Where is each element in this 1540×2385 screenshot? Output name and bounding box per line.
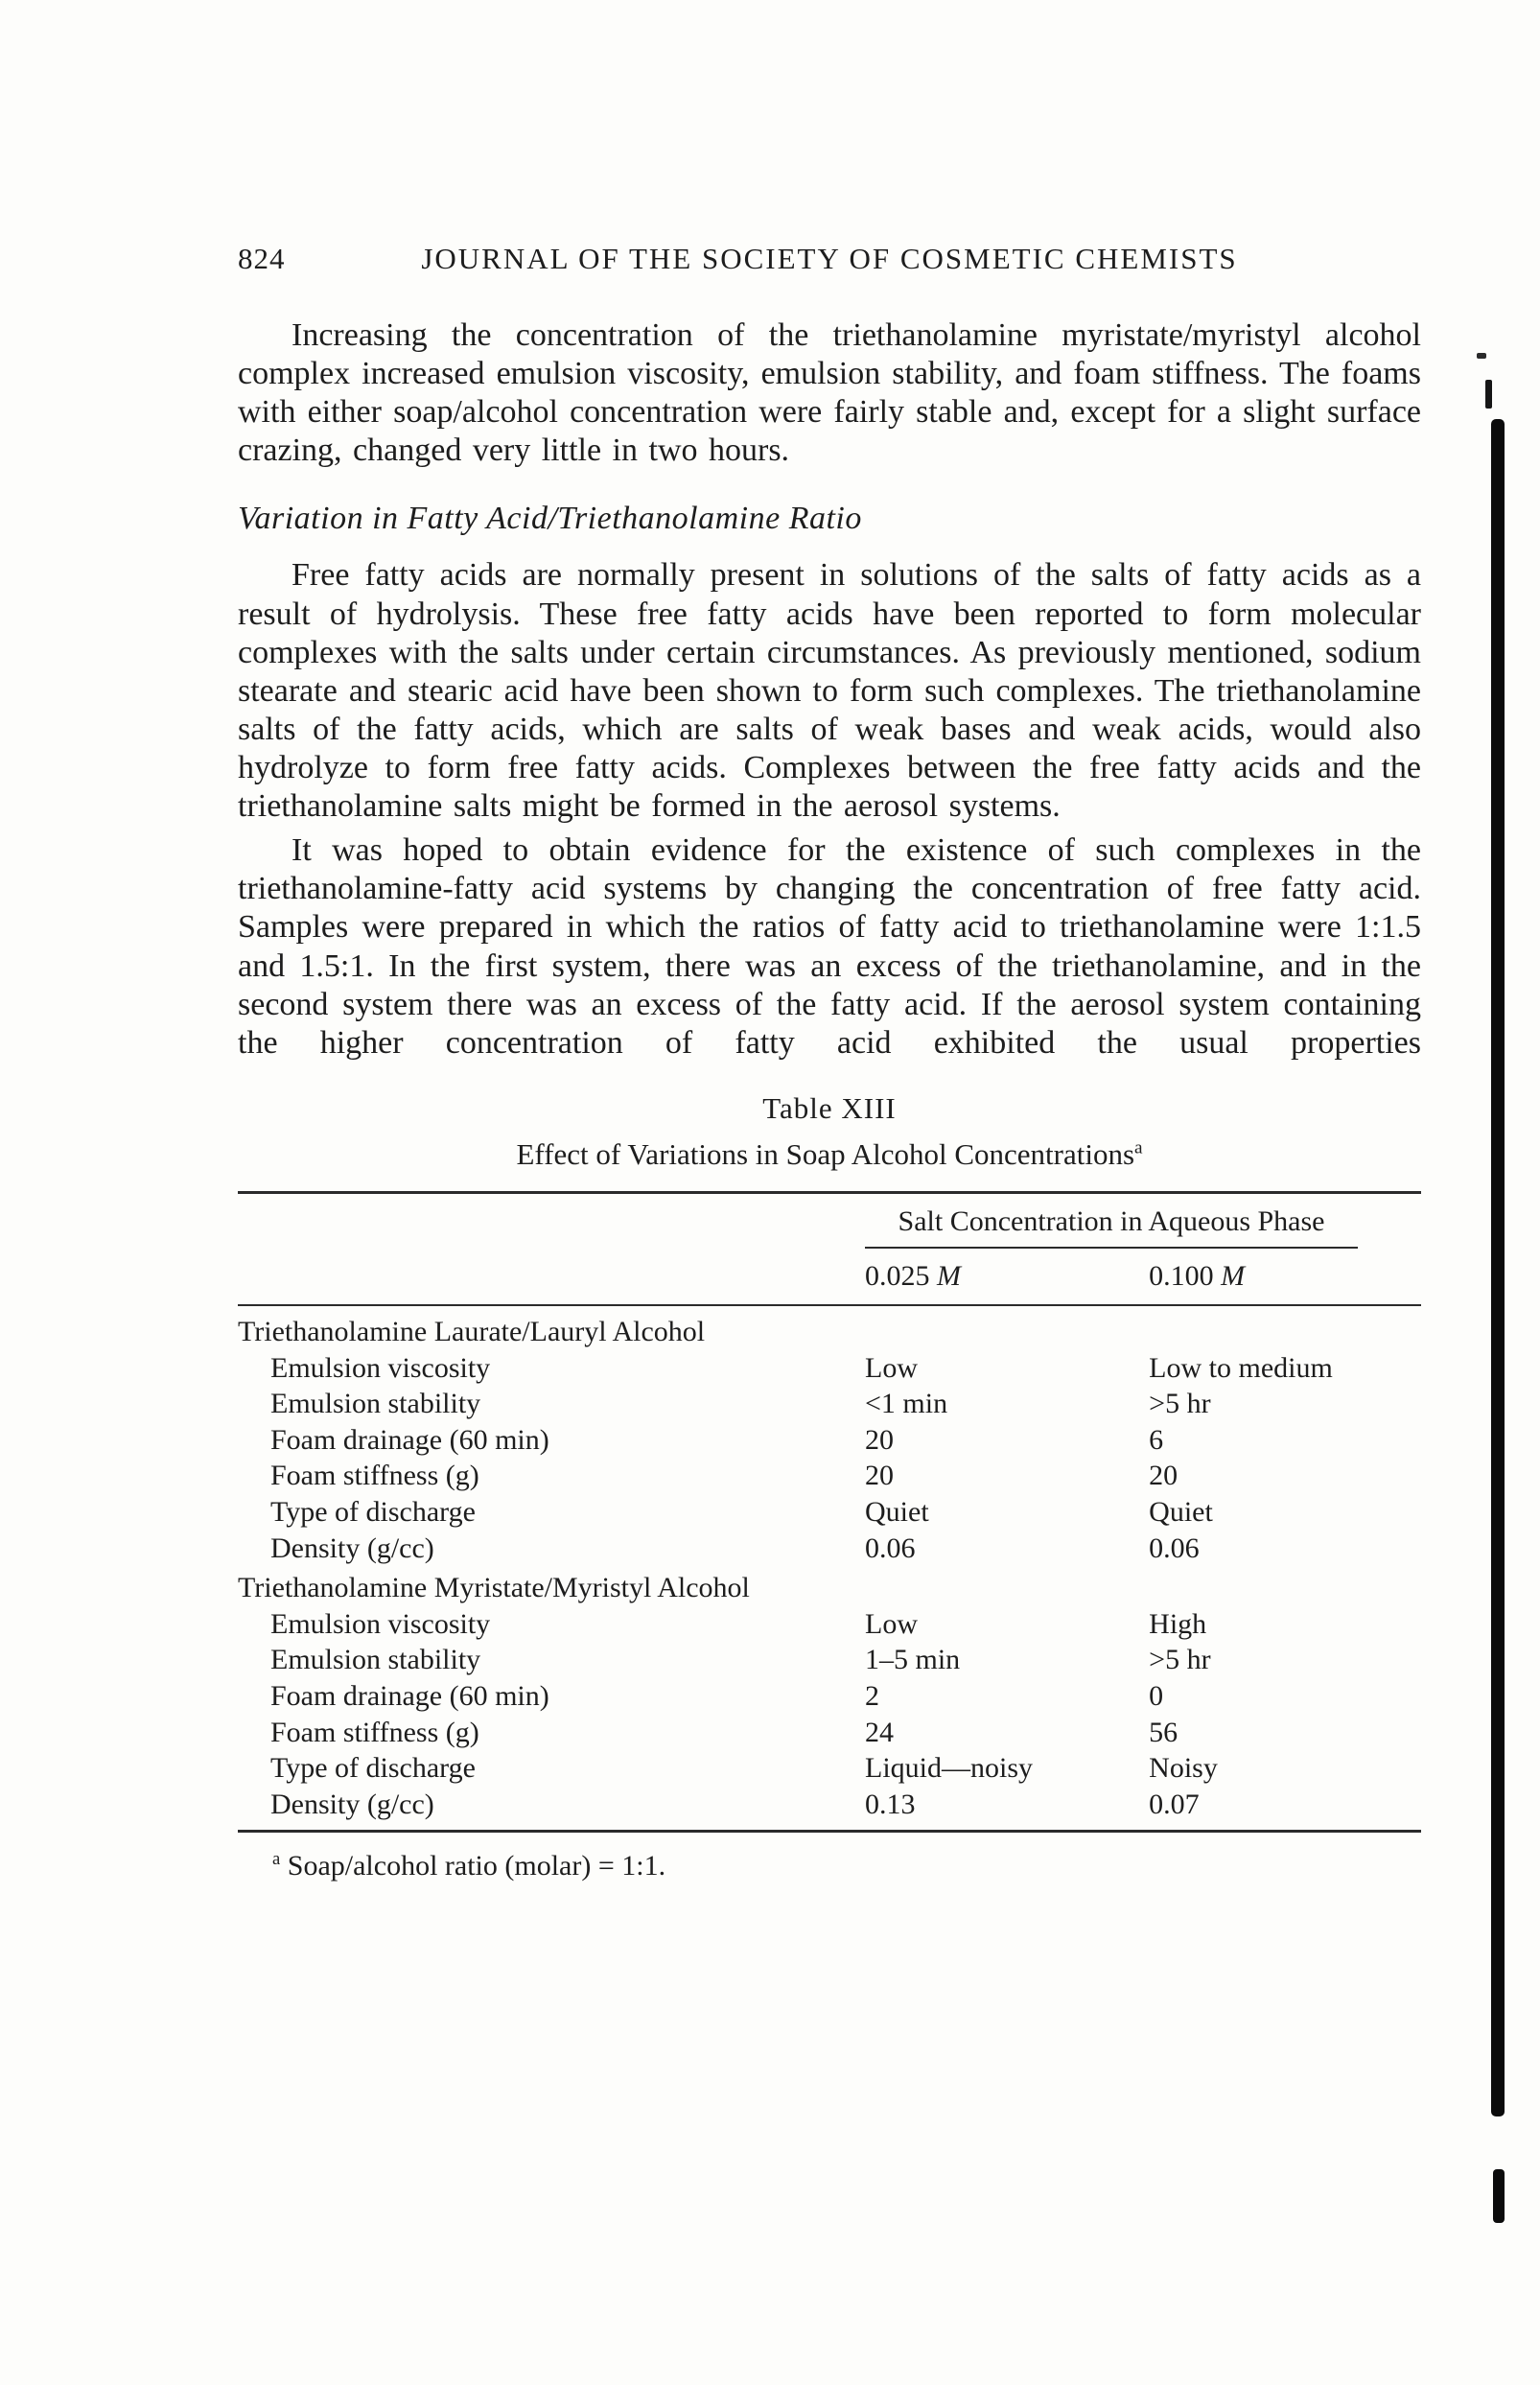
table-footnote [238,1850,1421,1882]
table-row [238,1494,1421,1531]
row-label: Emulsion stability [270,1388,481,1420]
column-header-1 [865,1249,1149,1305]
spanner-row [238,1192,1421,1249]
cell-value: 0.06 [865,1532,916,1564]
row-label: Density (g/cc) [270,1788,434,1820]
cell-value: 2 [865,1679,880,1712]
table-row [238,1750,1421,1787]
table-row [238,1531,1421,1567]
cell-value: 20 [865,1423,895,1456]
stub-cell [238,1192,865,1249]
column-header-2 [1149,1249,1421,1305]
row-label: Emulsion stability [270,1644,481,1676]
row-label: Type of discharge [270,1752,476,1785]
cell-value: >5 hr [1149,1644,1211,1676]
table-subtitle [238,1137,1421,1172]
row-label: Type of discharge [270,1496,476,1529]
table-title: Table XIII [762,1090,897,1125]
row-label: Foam drainage (60 min) [270,1423,549,1456]
cell-value: Noisy [1149,1752,1218,1785]
column-header-row [238,1249,1421,1305]
table-row [238,1350,1421,1387]
cell-value: 56 [1149,1716,1178,1748]
scan-artifact-bar [1491,419,1505,2116]
cell-value: Liquid—noisy [865,1752,1034,1785]
cell-value: 0.07 [1149,1788,1200,1820]
cell-value: 24 [865,1716,895,1748]
scan-artifact-bar-bottom [1493,2169,1505,2223]
row-label: Emulsion viscosity [270,1351,491,1384]
table-row [238,1787,1421,1832]
footnote-marker: a [1134,1137,1143,1158]
paragraph-1: Increasing the concentration of the triethanolamine myristate/myristyl alcohol complex increased emulsion viscosity, emulsion stability, and foam stiffness. The foams with either soap/alcohol concentration were fairly stable and, except for a slight surface crazing, changed very little in two hours. [238,317,1421,469]
table-row [238,1458,1421,1494]
spanner-cell [865,1192,1421,1249]
cell-value: Quiet [865,1496,929,1529]
scan-artifact-tick [1485,380,1492,409]
section-heading: Variation in Fatty Acid/Triethanolamine Ratio [238,501,862,537]
table-row [238,1386,1421,1422]
cell-value: <1 min [865,1388,948,1420]
cell-value: 1–5 min [865,1644,961,1676]
table-row [238,1606,1421,1643]
group-header-laurate: Triethanolamine Laurate/Lauryl Alcohol [238,1316,706,1348]
group-header-row [238,1566,1421,1606]
concentration-value: 0.100 [1149,1260,1214,1293]
page-content [238,242,1421,1882]
molar-unit: M [1221,1260,1246,1293]
journal-title: JOURNAL OF THE SOCIETY OF COSMETIC CHEMISTS [421,242,1238,275]
concentration-table [238,1191,1421,1834]
row-label: Emulsion viscosity [270,1607,491,1640]
paragraph-3: It was hoped to obtain evidence for the existence of such complexes in the triethanolamine-fatty acid systems by changing the concentration of free fatty acid. Samples were prepared in which the ratios of fatty acid to triethanolamine were 1:1.5 and 1.5:1. In the first system, there was an excess of the triethanolamine, and in the second system there was an excess of the fatty acid. If the aerosol system containing the higher concentration of fatty acid exhibited the usual properties [238,832,1421,1061]
table-row [238,1678,1421,1715]
footnote-text: Soap/alcohol ratio (molar) = 1:1. [287,1850,666,1882]
cell-value: Low [865,1607,919,1640]
cell-value: >5 hr [1149,1388,1211,1420]
cell-value: 20 [1149,1460,1178,1492]
row-label: Density (g/cc) [270,1532,434,1564]
page-number: 824 [238,242,286,275]
concentration-value: 0.025 [865,1260,930,1293]
cell-value: High [1149,1607,1207,1640]
table-row [238,1715,1421,1751]
table-row [238,1642,1421,1678]
footnote-marker: a [272,1849,281,1870]
row-label: Foam stiffness (g) [270,1716,479,1748]
group-header-myristate: Triethanolamine Myristate/Myristyl Alcohol [238,1572,750,1604]
table-subtitle-text: Effect of Variations in Soap Alcohol Concentrations [516,1136,1135,1171]
cell-value: Low to medium [1149,1351,1333,1384]
cell-value: 0.13 [865,1788,916,1820]
cell-value: Low [865,1351,919,1384]
paragraph-2: Free fatty acids are normally present in solutions of the salts of fatty acids as a result of hydrolysis. These free fatty acids have been reported to form molecular complexes with the salts under certain circumstances. As previously mentioned, sodium stearate and stearic acid have been shown to form such complexes. The triethanolamine salts of the fatty acids, which are salts of weak bases and weak acids, would also hydrolyze to form free fatty acids. Complexes between the free fatty acids and the triethanolamine salts might be formed in the aerosol systems. [238,557,1421,825]
row-label: Foam stiffness (g) [270,1460,479,1492]
molar-unit: M [937,1260,962,1293]
table-xiii-block [238,1091,1421,1883]
scan-artifact-dot [1477,353,1486,359]
group-header-row [238,1305,1421,1350]
cell-value: 0 [1149,1679,1164,1712]
running-head [238,242,1421,276]
cell-value: 20 [865,1460,895,1492]
row-label: Foam drainage (60 min) [270,1679,549,1712]
table-row [238,1422,1421,1459]
cell-value: 0.06 [1149,1532,1200,1564]
cell-value: Quiet [1149,1496,1213,1529]
stub-cell [238,1249,865,1305]
spanner-header: Salt Concentration in Aqueous Phase [865,1205,1358,1250]
cell-value: 6 [1149,1423,1164,1456]
